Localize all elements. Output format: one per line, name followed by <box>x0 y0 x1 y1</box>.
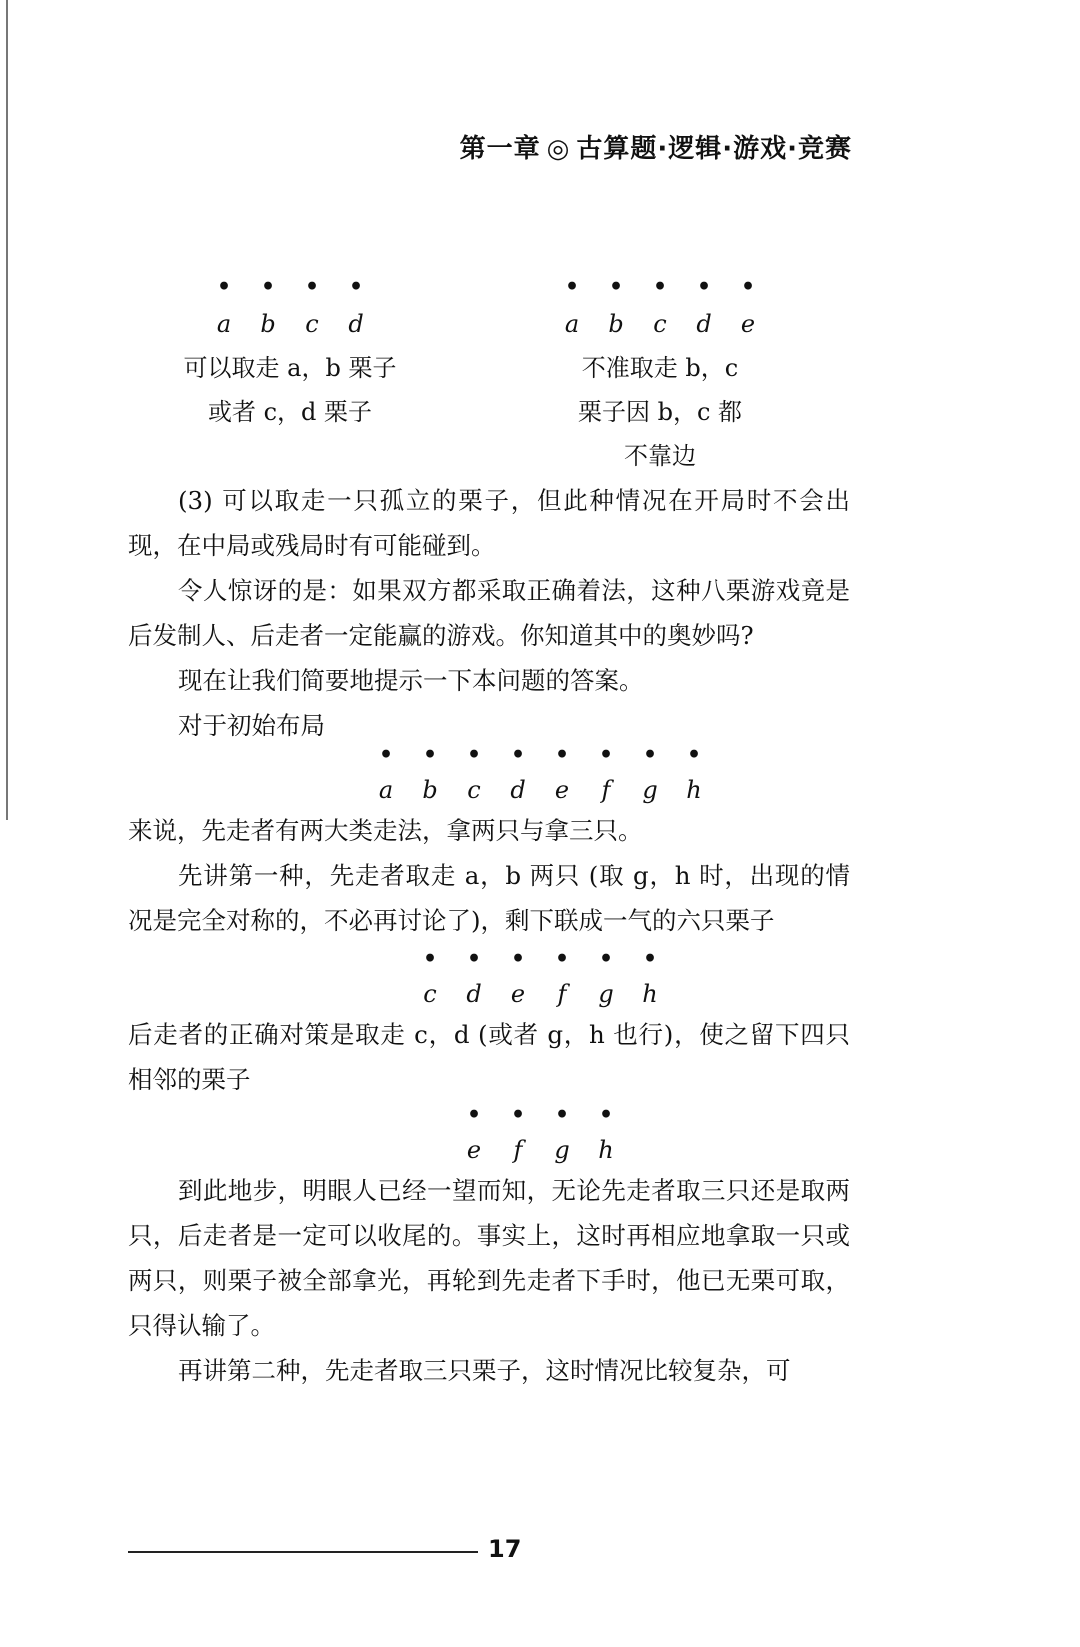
paragraph: 再讲第二种，先走者取三只栗子，这时情况比较复杂，可 <box>178 1356 791 1385</box>
chestnut-label: c <box>467 776 481 804</box>
chestnut-labels <box>170 302 410 346</box>
chestnut-label: e <box>510 980 526 1008</box>
chestnut-labels <box>0 1130 1080 1170</box>
paragraph: 令人惊讶的是：如果双方都采取正确着法，这种八栗游戏竟是后发制人、后走者一定能赢的游戏。你知道其中的奥妙吗? <box>128 576 850 650</box>
chestnut-label: d <box>466 980 482 1008</box>
chestnut-label: e <box>466 1136 482 1164</box>
chestnut-label: g <box>598 980 614 1008</box>
chestnut-dot: • <box>422 742 438 768</box>
diagram-caption: 栗子因 b，c 都 <box>577 398 743 426</box>
chestnut-label: d <box>348 310 364 338</box>
chestnut-label: a <box>564 310 580 338</box>
chestnut-labels <box>0 770 1080 810</box>
chestnut-dot: • <box>304 274 320 300</box>
body-text-2 <box>128 808 850 943</box>
chestnut-dot: • <box>740 274 756 300</box>
chestnut-dot: • <box>642 946 658 972</box>
chestnut-dot: • <box>598 946 614 972</box>
chestnut-label: g <box>642 776 658 804</box>
chestnut-dot: • <box>466 946 482 972</box>
chestnut-dot: • <box>652 274 668 300</box>
chestnut-labels <box>0 974 1080 1014</box>
chestnut-dot: • <box>686 742 702 768</box>
paragraph: 先讲第一种，先走者取走 a，b 两只 (取 g，h 时，出现的情况是完全对称的，不必再讨论了)，剩下联成一气的六只栗子 <box>128 861 850 935</box>
diagram-caption: 或者 c，d 栗子 <box>207 398 373 426</box>
chestnut-label: d <box>510 776 526 804</box>
chestnut-dot: • <box>466 1102 482 1128</box>
paragraph: 来说，先走者有两大类走法，拿两只与拿三只。 <box>128 816 643 845</box>
running-header <box>460 128 852 165</box>
chestnut-label: c <box>305 310 319 338</box>
chestnut-label: f <box>557 980 567 1008</box>
chestnut-dot: • <box>422 946 438 972</box>
diagram-left <box>170 272 410 434</box>
sequence-eight <box>0 740 1080 810</box>
chestnut-label: h <box>642 980 658 1008</box>
chestnut-label: f <box>601 776 611 804</box>
chestnut-dot: • <box>598 742 614 768</box>
body-text-1 <box>128 478 850 748</box>
chestnut-dot: • <box>348 274 364 300</box>
diagram-right <box>530 272 790 478</box>
paragraph: 现在让我们简要地提示一下本问题的答案。 <box>178 666 644 695</box>
paragraph: 对于初始布局 <box>178 711 325 740</box>
chestnut-label: f <box>513 1136 523 1164</box>
chestnut-label: h <box>598 1136 614 1164</box>
chestnut-label: e <box>554 776 570 804</box>
chestnut-dot: • <box>510 946 526 972</box>
diagram-caption: 不靠边 <box>624 442 696 470</box>
page-number: 17 <box>488 1535 522 1563</box>
diagram-caption: 可以取走 a，b 栗子 <box>183 354 397 382</box>
chestnut-dot: • <box>510 1102 526 1128</box>
chestnut-dot: • <box>554 946 570 972</box>
sequence-six <box>0 944 1080 1014</box>
chestnut-dot: • <box>466 742 482 768</box>
footer-rule <box>128 1551 478 1553</box>
chestnut-label: g <box>554 1136 570 1164</box>
chestnut-dots <box>0 944 1080 974</box>
chestnut-label: d <box>696 310 712 338</box>
paragraph: 后走者的正确对策是取走 c，d (或者 g，h 也行)，使之留下四只相邻的栗子 <box>128 1020 850 1094</box>
chestnut-dot: • <box>564 274 580 300</box>
chestnut-dot: • <box>378 742 394 768</box>
chestnut-dot: • <box>598 1102 614 1128</box>
chestnut-label: a <box>216 310 232 338</box>
chestnut-dot: • <box>260 274 276 300</box>
body-text-3 <box>128 1012 850 1102</box>
chestnut-dot: • <box>510 742 526 768</box>
chapter-label: 第一章 <box>459 134 541 164</box>
chestnut-label: c <box>653 310 667 338</box>
chestnut-dot: • <box>554 1102 570 1128</box>
scan-edge-line <box>6 0 8 820</box>
chestnut-dot: • <box>554 742 570 768</box>
chestnut-label: a <box>378 776 394 804</box>
chestnut-label: b <box>422 776 438 804</box>
bullseye-icon: ◎ <box>546 134 571 164</box>
chestnut-dot: • <box>642 742 658 768</box>
chestnut-dot: • <box>608 274 624 300</box>
chestnut-dots <box>0 1100 1080 1130</box>
paragraph: 到此地步，明眼人已经一望而知，无论先走者取三只还是取两只，后走者是一定可以收尾的。事实上，这时再相应地拿取一只或两只，则栗子被全部拿光，再轮到先走者下手时，他已无栗可取，只得认输了。 <box>128 1176 850 1340</box>
chestnut-dots <box>530 272 790 302</box>
chestnut-label: e <box>740 310 756 338</box>
chestnut-label: h <box>686 776 702 804</box>
sequence-four <box>0 1100 1080 1170</box>
chestnut-label: b <box>608 310 624 338</box>
chestnut-label: c <box>423 980 437 1008</box>
chestnut-dots <box>170 272 410 302</box>
chestnut-dots <box>0 740 1080 770</box>
body-text-4 <box>128 1168 850 1393</box>
chestnut-dot: • <box>696 274 712 300</box>
chestnut-dot: • <box>216 274 232 300</box>
paragraph: (3) 可以取走一只孤立的栗子，但此种情况在开局时不会出现，在中局或残局时有可能碰到。 <box>128 486 850 560</box>
chestnut-labels <box>530 302 790 346</box>
chestnut-label: b <box>260 310 276 338</box>
chapter-title: 古算题·逻辑·游戏·竞赛 <box>576 134 852 164</box>
diagram-caption: 不准取走 b，c <box>581 354 739 382</box>
